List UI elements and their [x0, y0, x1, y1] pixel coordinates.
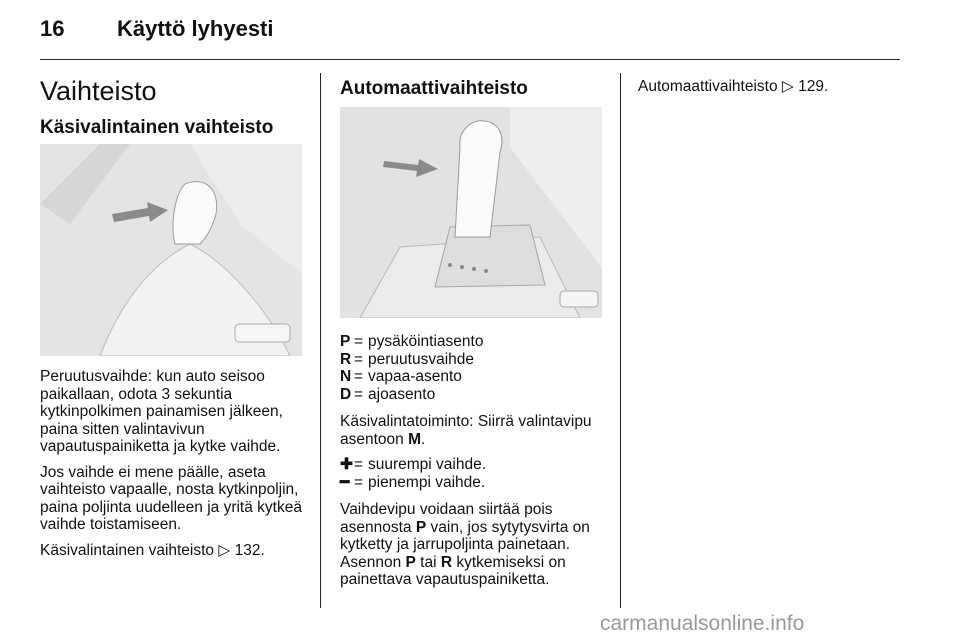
minus-icon: ━	[340, 473, 350, 491]
legend-text: suurempi vaihde.	[368, 456, 487, 473]
legend-text: pysäköintiasento	[368, 333, 484, 350]
manual-gear-illustration	[40, 144, 302, 356]
page-ref-icon: ▷	[218, 541, 231, 559]
legend-row-plus	[340, 456, 608, 474]
legend-equals: =	[354, 350, 364, 368]
plus-icon: ✚	[340, 456, 353, 473]
manual-mode-key: M	[408, 430, 422, 448]
reference-text: Automaattivaihteisto	[638, 78, 778, 95]
legend-equals: =	[354, 368, 364, 385]
gear-key-p: P	[405, 553, 416, 571]
gear-key-r: R	[440, 553, 453, 571]
automatic-transmission-reference	[638, 78, 898, 96]
manual-transmission-reference	[40, 542, 308, 560]
text-segment: tai	[420, 553, 437, 571]
reference-page: 132.	[234, 541, 265, 559]
subsection-title-manual: Käsivalintainen vaihteisto	[40, 117, 274, 138]
shift-symbol-legend	[340, 456, 608, 491]
legend-key: P	[340, 333, 351, 350]
gear-position-legend	[340, 333, 608, 403]
legend-equals: =	[354, 385, 364, 403]
legend-text: pienempi vaihde.	[368, 473, 486, 491]
page-ref-icon: ▷	[781, 78, 794, 95]
column-divider-2	[620, 73, 621, 608]
manual-mode-paragraph	[340, 413, 608, 448]
selector-release-paragraph	[340, 501, 608, 589]
reference-page: 129.	[798, 78, 829, 95]
legend-text: ajoasento	[368, 385, 436, 403]
legend-row-p	[340, 333, 608, 351]
watermark: carmanualsonline.info	[600, 612, 805, 635]
legend-equals: =	[354, 473, 364, 491]
text-segment: kytkemiseksi on painettava vapautuspainiketta.	[340, 553, 566, 588]
section-title: Vaihteisto	[40, 76, 157, 106]
automatic-transmission-text	[340, 333, 608, 597]
page-number: 16	[40, 16, 65, 41]
manual-mode-text: Käsivalintatoiminto: Siirrä valintavipu asentoon	[340, 413, 592, 448]
page-header-title: Käyttö lyhyesti	[117, 16, 274, 41]
legend-key: R	[340, 350, 352, 368]
text-segment: vain, jos sytytysvirta on kytketty ja jarrupoljinta painetaan. Asennon	[340, 518, 590, 571]
legend-text: peruutusvaihde	[368, 350, 474, 368]
gear-key-p: P	[415, 518, 427, 536]
text-segment: Vaihdevipu voidaan siirtää pois asennosta	[340, 501, 553, 536]
gear-retry-paragraph: Jos vaihde ei mene päälle, aseta vaihteisto vapaalle, nosta kytkinpoljin, paina poljinta uudelleen ja yritä kytkeä vaihde toistamiseen.	[40, 463, 302, 533]
manual-mode-end: .	[421, 430, 426, 448]
legend-row-d	[340, 386, 608, 404]
legend-text: vapaa-asento	[368, 368, 462, 385]
reference-text: Käsivalintainen vaihteisto	[40, 541, 215, 559]
legend-row-r	[340, 351, 608, 369]
legend-row-minus	[340, 474, 608, 492]
legend-key: D	[340, 385, 352, 403]
subsection-title-automatic: Automaattivaihteisto	[340, 78, 528, 99]
header-rule	[40, 59, 900, 60]
automatic-gear-illustration	[340, 107, 602, 318]
reverse-gear-paragraph: Peruutusvaihde: kun auto seisoo paikallaan, odota 3 sekuntia kytkinpolkimen painamisen jälkeen, paina sitten valintavivun vapautuspainiketta ja kytke vaihde.	[40, 368, 283, 455]
column-divider-1	[320, 73, 321, 608]
manual-transmission-text	[40, 368, 308, 567]
legend-key: N	[340, 368, 352, 385]
legend-equals: =	[354, 333, 364, 350]
legend-row-n	[340, 368, 608, 386]
legend-equals: =	[354, 456, 364, 473]
